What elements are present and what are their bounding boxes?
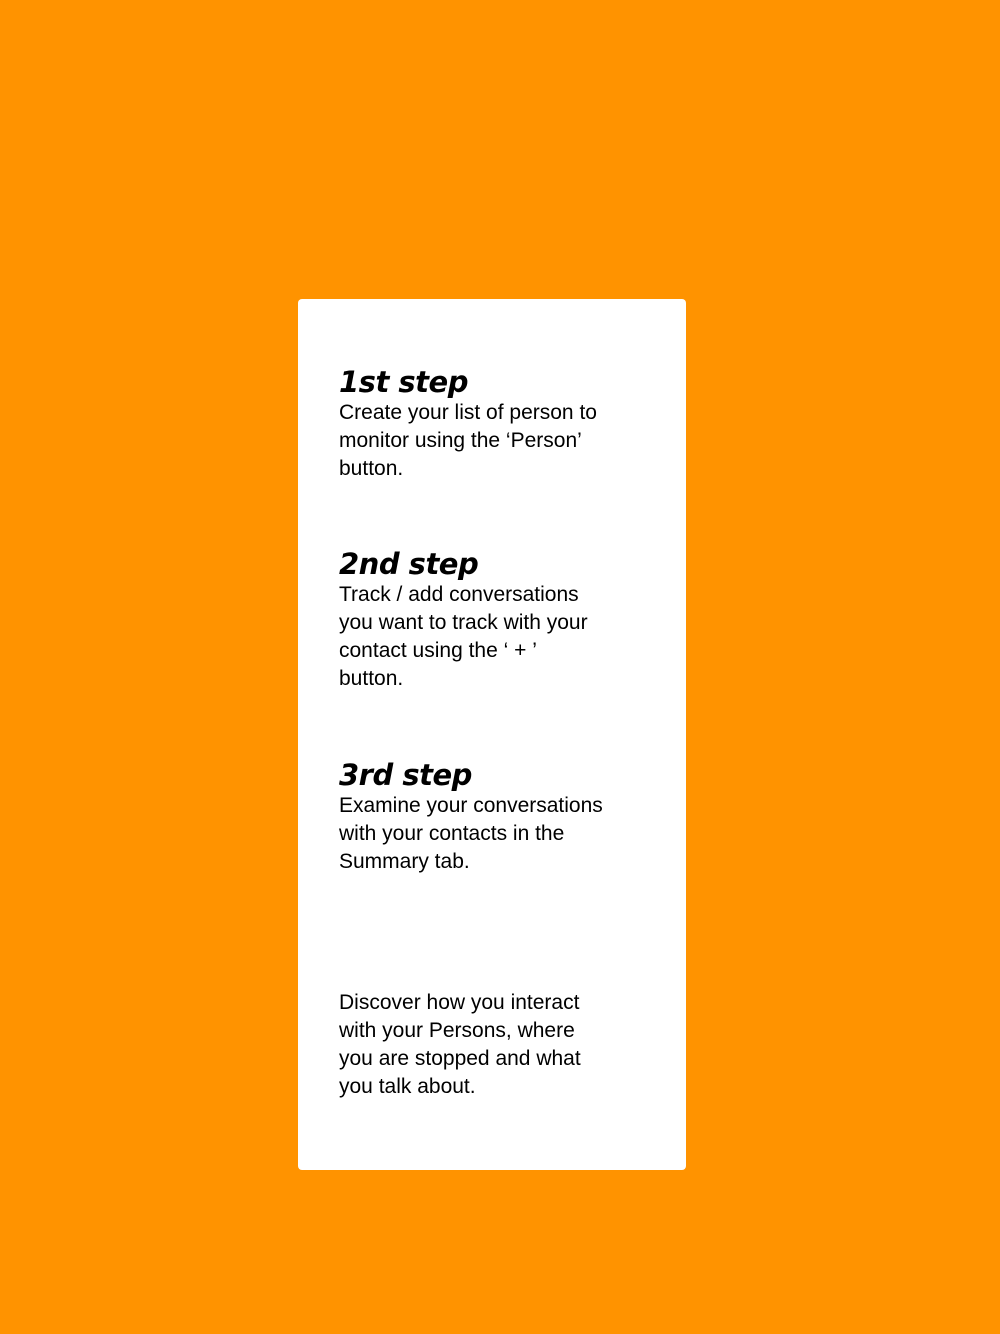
step-3-text: Examine your conversations with your contacts in the Summary tab. xyxy=(339,794,603,873)
step-1 xyxy=(339,365,639,483)
step-2 xyxy=(339,547,639,693)
step-3 xyxy=(339,758,639,876)
step-3-title: 3rd step xyxy=(339,758,472,792)
step-1-text: Create your list of person to monitor using the ‘Person’ button. xyxy=(339,401,597,480)
step-2-title: 2nd step xyxy=(339,547,479,581)
onboarding-card xyxy=(298,299,686,1170)
footer-description: Discover how you interact with your Persons, where you are stopped and what you talk about. xyxy=(339,991,581,1098)
step-1-title: 1st step xyxy=(339,365,468,399)
step-2-text: Track / add conversations you want to track with your contact using the ‘ + ’ button. xyxy=(339,583,588,690)
